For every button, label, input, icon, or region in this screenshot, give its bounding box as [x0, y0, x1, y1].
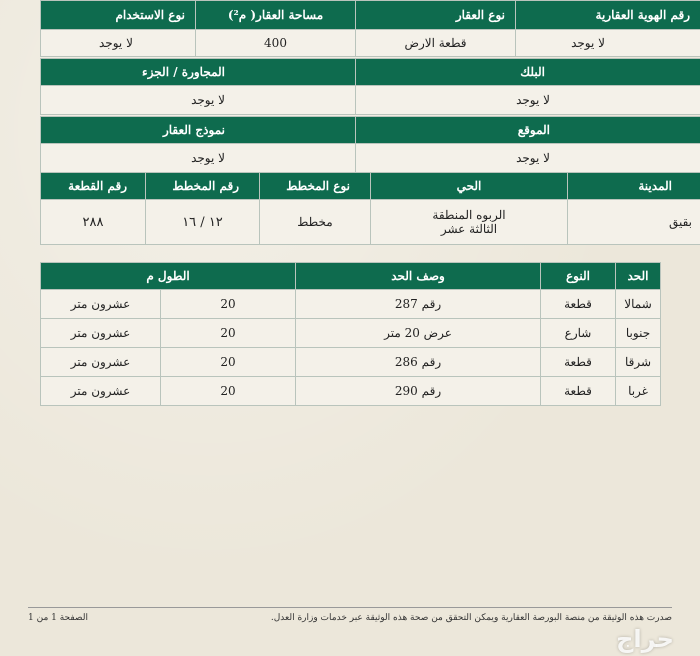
- value-neighborhood-part: لا يوجد: [41, 86, 356, 115]
- footer-note: صدرت هذه الوثيقة من منصة البورصة العقارية ويمكن التحقق من صحة هذه الوثيقة عبر خدمات وزارة العدل.: [270, 613, 672, 623]
- property-info-table: [40, 0, 700, 57]
- value-plan-number: ١٢ / ١٦: [146, 200, 260, 245]
- header-plan-type: نوع المخطط: [260, 173, 371, 200]
- table-row: [41, 290, 661, 319]
- boundary-description: رقم 286: [296, 348, 541, 377]
- boundary-length-text: عشرون متر: [41, 377, 161, 406]
- header-property-area: مساحة العقار( م²): [196, 1, 356, 30]
- value-property-area: 400: [196, 30, 356, 57]
- boundary-side: شرقا: [616, 348, 661, 377]
- boundary-length-text: عشرون متر: [41, 348, 161, 377]
- header-city: المدينة: [568, 173, 700, 200]
- header-property-model: نموذج العقار: [41, 117, 356, 144]
- page-number: الصفحة 1 من 1: [28, 613, 88, 623]
- value-usage-type: لا يوجد: [41, 30, 196, 57]
- value-property-model: لا يوجد: [41, 144, 356, 173]
- value-city: بقيق: [568, 200, 700, 245]
- boundary-type: قطعة: [541, 290, 616, 319]
- value-district: الربوه المنطقة الثالثة عشر: [371, 200, 568, 245]
- value-plot-number: ٢٨٨: [41, 200, 146, 245]
- boundary-length-text: عشرون متر: [41, 290, 161, 319]
- boundary-description: عرض 20 متر: [296, 319, 541, 348]
- boundary-length: 20: [161, 377, 296, 406]
- boundaries-table: [40, 262, 661, 406]
- boundary-length: 20: [161, 290, 296, 319]
- header-block: البلك: [356, 59, 700, 86]
- boundary-side: غربا: [616, 377, 661, 406]
- value-plan-type: مخطط: [260, 200, 371, 245]
- boundary-type: شارع: [541, 319, 616, 348]
- location-table: [40, 116, 700, 173]
- value-property-type: قطعة الارض: [356, 30, 516, 57]
- boundary-type: قطعة: [541, 377, 616, 406]
- boundary-length: 20: [161, 319, 296, 348]
- table-row: [41, 319, 661, 348]
- header-plan-number: رقم المخطط: [146, 173, 260, 200]
- header-property-type: نوع العقار: [356, 1, 516, 30]
- boundary-side: شمالا: [616, 290, 661, 319]
- header-property-id: رقم الهوية العقارية: [516, 1, 700, 30]
- header-usage-type: نوع الاستخدام: [41, 1, 196, 30]
- value-property-id: لا يوجد: [516, 30, 700, 57]
- table-row: [41, 377, 661, 406]
- header-plot-number: رقم القطعة: [41, 173, 146, 200]
- header-district: الحي: [371, 173, 568, 200]
- value-block: لا يوجد: [356, 86, 700, 115]
- header-boundary-type: النوع: [541, 263, 616, 290]
- boundary-length-text: عشرون متر: [41, 319, 161, 348]
- header-length: الطول م: [41, 263, 296, 290]
- watermark-logo: حراج: [616, 625, 674, 653]
- value-location: لا يوجد: [356, 144, 700, 173]
- address-table: [40, 172, 700, 245]
- boundary-side: جنوبا: [616, 319, 661, 348]
- header-neighborhood-part: المجاورة / الجزء: [41, 59, 356, 86]
- footer-divider: [28, 607, 672, 608]
- boundary-description: رقم 287: [296, 290, 541, 319]
- boundary-type: قطعة: [541, 348, 616, 377]
- header-boundary: الحد: [616, 263, 661, 290]
- header-location: الموقع: [356, 117, 700, 144]
- header-boundary-description: وصف الحد: [296, 263, 541, 290]
- boundary-length: 20: [161, 348, 296, 377]
- boundary-description: رقم 290: [296, 377, 541, 406]
- block-table: [40, 58, 700, 115]
- table-row: [41, 348, 661, 377]
